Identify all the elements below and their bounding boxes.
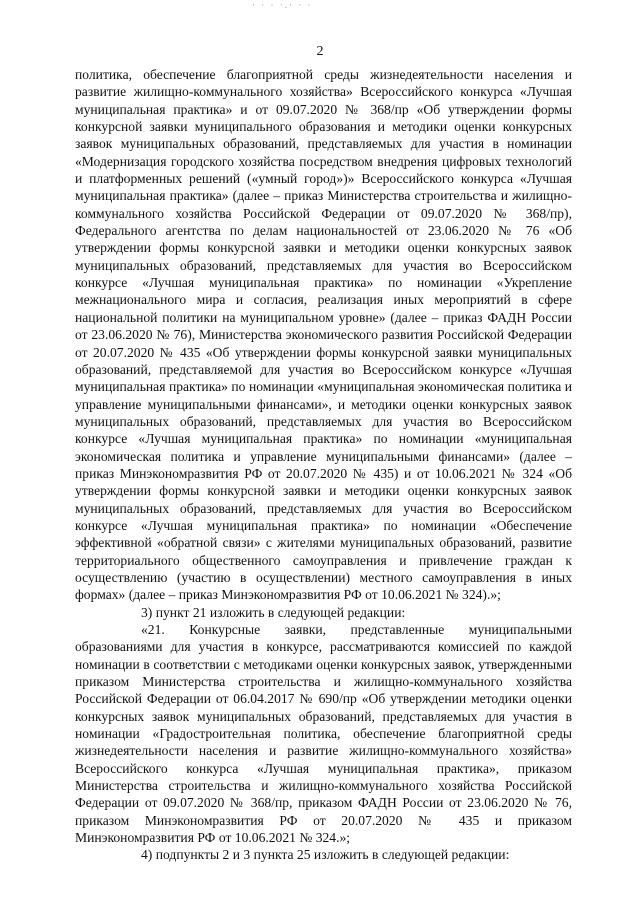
- paragraph-clause-21: «21. Конкурсные заявки, представленные муниципальными образованиями для участия в конкурсе, рассматриваются комиссией по каждой номинации в соответствии с методиками оценки конкурсных заявок, утвержденными приказом Министерства строительства и жилищно-коммунального хозяйства Российской Федерации от 06.04.2017 № 690/пр «Об утверждении методики оценки конкурсных заявок муниципальных образований, представляемых для участия в номинации «Градостроительная политика, обеспечение благоприятной среды жизнедеятельности населения и развитие жилищно-коммунального хозяйства» Всероссийского конкурса «Лучшая муниципальная практика», приказом Министерства строительства и жилищно-коммунального хозяйства Российской Федерации от 09.07.2020 № 368/пр, приказом ФАДН России от 23.06.2020 № 76, приказом Минэкономразвития РФ от 20.07.2020 № 435 и приказом Минэкономразвития РФ от 10.06.2021 № 324.»;: [75, 622, 572, 846]
- page-number: 2: [316, 44, 324, 59]
- document-body: [75, 66, 572, 864]
- paragraph-item-3: 3) пункт 21 изложить в следующей редакции:: [141, 604, 406, 620]
- paragraph-continuation: политика, обеспечение благоприятной среды жизнедеятельности населения и развитие жилищно-коммунального хозяйства» Всероссийского конкурса «Лучшая муниципальная практика» и от 09.07.2020 № 368/пр «Об утверждении формы конкурсной заявки муниципального образования и методики оценки конкурсных заявок муниципальных образований, представляемых для участия в номинации «Модернизация городского хозяйства посредством внедрения цифровых технологий и платформенных решений («умный город»)» Всероссийского конкурса «Лучшая муниципальная практика» (далее – приказ Министерства строительства и жилищно-коммунального хозяйства Российской Федерации от 09.07.2020 № 368/пр), Федерального агентства по делам национальностей от 23.06.2020 № 76 «Об утверждении формы конкурсной заявки и методики оценки конкурсных заявок муниципальных образований, представляемых для участия во Всероссийском конкурсе «Лучшая муниципальная практика» по номинации «Укрепление межнационального мира и согласия, реализация иных мероприятий в сфере национальной политики на муниципальном уровне» (далее – приказ ФАДН России от 23.06.2020 № 76), Министерства экономического развития Российской Федерации от 20.07.2020 № 435 «Об утверждении формы конкурсной заявки муниципальных образований, представляемой для участия во Всероссийском конкурсе «Лучшая муниципальная практика» по номинации «муниципальная экономическая политика и управление муниципальными финансами», и методики оценки конкурсных заявок муниципальных образований, представляемых для участия во Всероссийском конкурсе «Лучшая муниципальная практика» по номинации «муниципальная экономическая политика и управление муниципальными финансами» (далее – приказ Минэкономразвития РФ от 20.07.2020 № 435) и от 10.06.2021 № 324 «Об утверждении формы конкурсной заявки и методики оценки конкурсных заявок муниципальных образований, представляемых для участия во Всероссийском конкурсе «Лучшая муниципальная практика» по номинации «Обеспечение эффективной «обратной связи» с жителями муниципальных образований, развитие территориального общественного самоуправления и привлечение граждан к осуществлению (участию в осуществлении) местного самоуправления в иных формах» (далее – приказ Минэкономразвития РФ от 10.06.2021 № 324).»;: [75, 67, 572, 603]
- scan-artifact: · · · ·.· · ·: [252, 0, 313, 10]
- paragraph-item-4: 4) подпункты 2 и 3 пункта 25 изложить в следующей редакции:: [141, 847, 510, 863]
